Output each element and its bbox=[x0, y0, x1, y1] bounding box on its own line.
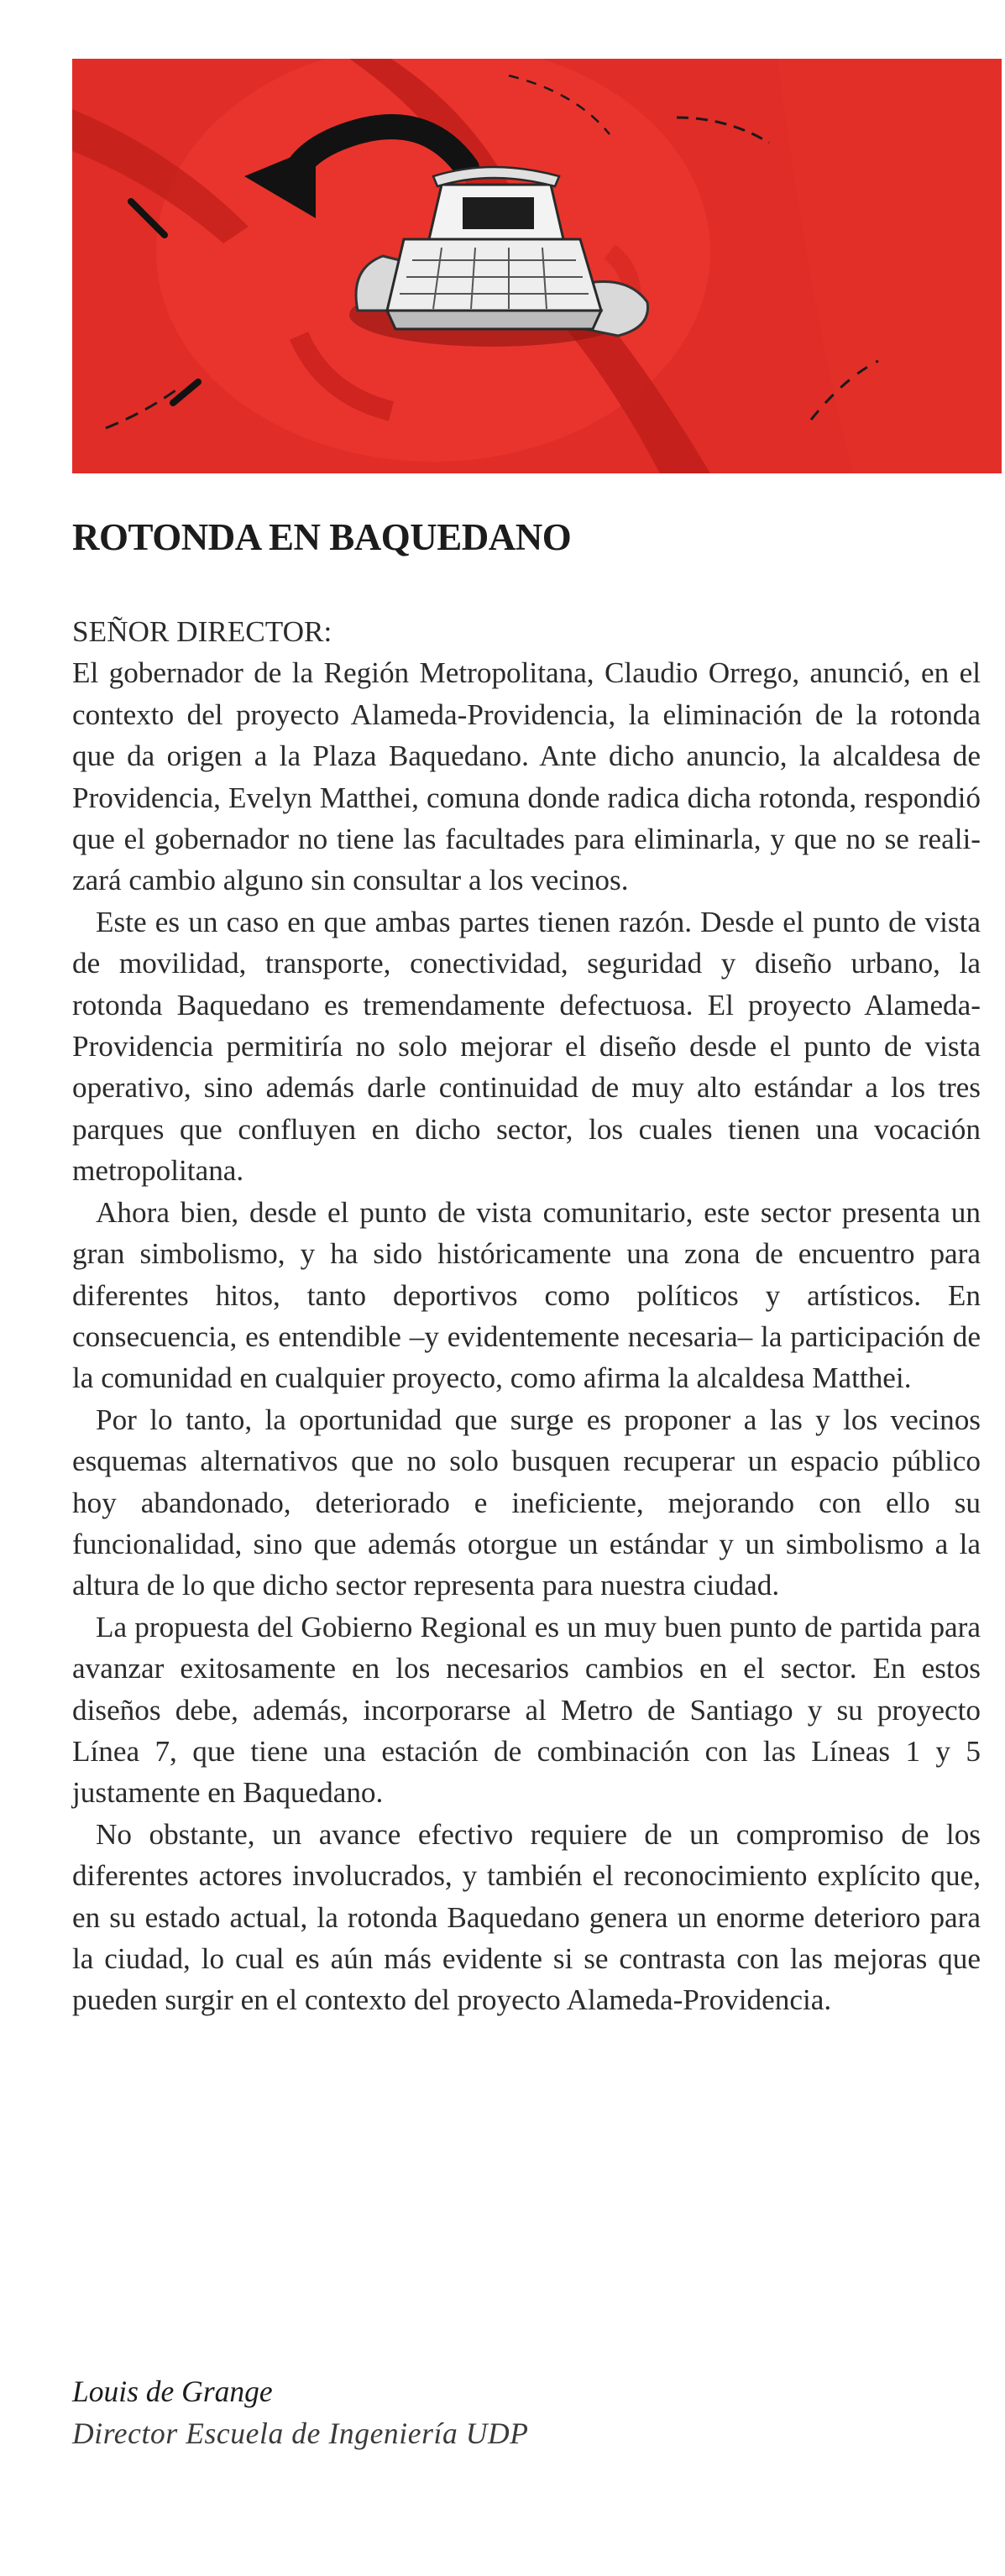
paragraph-1: El gobernador de la Región Metropolitana, Claudio Orrego, anunció, en el contexto del proyecto Alameda-Providencia, la eliminación de la rotonda que da origen a la Plaza Baquedano. Ante dicho anuncio, la alcaldesa de Providencia, Evelyn Matthei, comuna donde radica dicha rotonda, respondió que el gobernador no tiene las facultades para eliminarla, y que no se realizará cambio alguno sin consultar a los vecinos. bbox=[72, 656, 981, 897]
author-name: Louis de Grange bbox=[72, 2375, 273, 2408]
headline: ROTONDA EN BAQUEDANO bbox=[72, 516, 572, 558]
signature bbox=[72, 2370, 979, 2454]
paragraph-5: La propuesta del Gobierno Regional es un muy buen punto de partida para avanzar exitosamente en los necesarios cambios en el sector. En estos diseños debe, además, incorporarse al Metro de Santiago y su proyecto Línea 7, que tiene una estación de combinación con las Líneas 1 y 5 justamente en Baquedano. bbox=[72, 1610, 981, 1810]
paragraph-4: Por lo tanto, la oportunidad que surge es proponer a las y los vecinos esquemas alternativos que no solo busquen recuperar un espacio público hoy abandonado, deteriorado e ineficiente, mejorando con ello su funcionalidad, sino que además otorgue un estándar y un simbolismo a la altura de lo que dicho sector representa para nuestra ciudad. bbox=[72, 1403, 981, 1602]
paragraph-6: No obstante, un avance efectivo requiere de un compromiso de los diferentes actores involucrados, y también el reconocimiento explícito que, en su estado actual, la rotonda Baquedano genera un enorme deterioro para la ciudad, lo cual es aún más evidente si se contrasta con las mejoras que pueden surgir en el contexto del proyecto Alameda-Providencia. bbox=[72, 1817, 981, 2017]
letter-body bbox=[72, 611, 981, 2021]
paragraph-3: Ahora bien, desde el punto de vista comunitario, este sector presenta un gran simbolismo, y ha sido históricamente una zona de encuentro para diferentes hitos, tanto deportivos como políticos y artísticos. En consecuencia, es entendible –y evidentemente necesaria– la participación de la comunidad en cualquier proyecto, como afirma la alcaldesa Matthei. bbox=[72, 1195, 981, 1395]
author-title: Director Escuela de Ingeniería UDP bbox=[72, 2417, 529, 2450]
paragraph-2: Este es un caso en que ambas partes tienen razón. Desde el punto de vista de movilidad, transporte, conectividad, seguridad y diseño urbano, la rotonda Baquedano es tremendamente defectuosa. El proyecto Alameda-Providencia permitiría no solo mejorar el diseño desde el punto de vista operativo, sino además darle continuidad de muy alto estándar a los tres parques que confluyen en dicho sector, los cuales tienen una vocación metropolitana. bbox=[72, 905, 981, 1188]
header-illustration bbox=[72, 59, 1002, 473]
greeting: SEÑOR DIRECTOR: bbox=[72, 615, 332, 648]
